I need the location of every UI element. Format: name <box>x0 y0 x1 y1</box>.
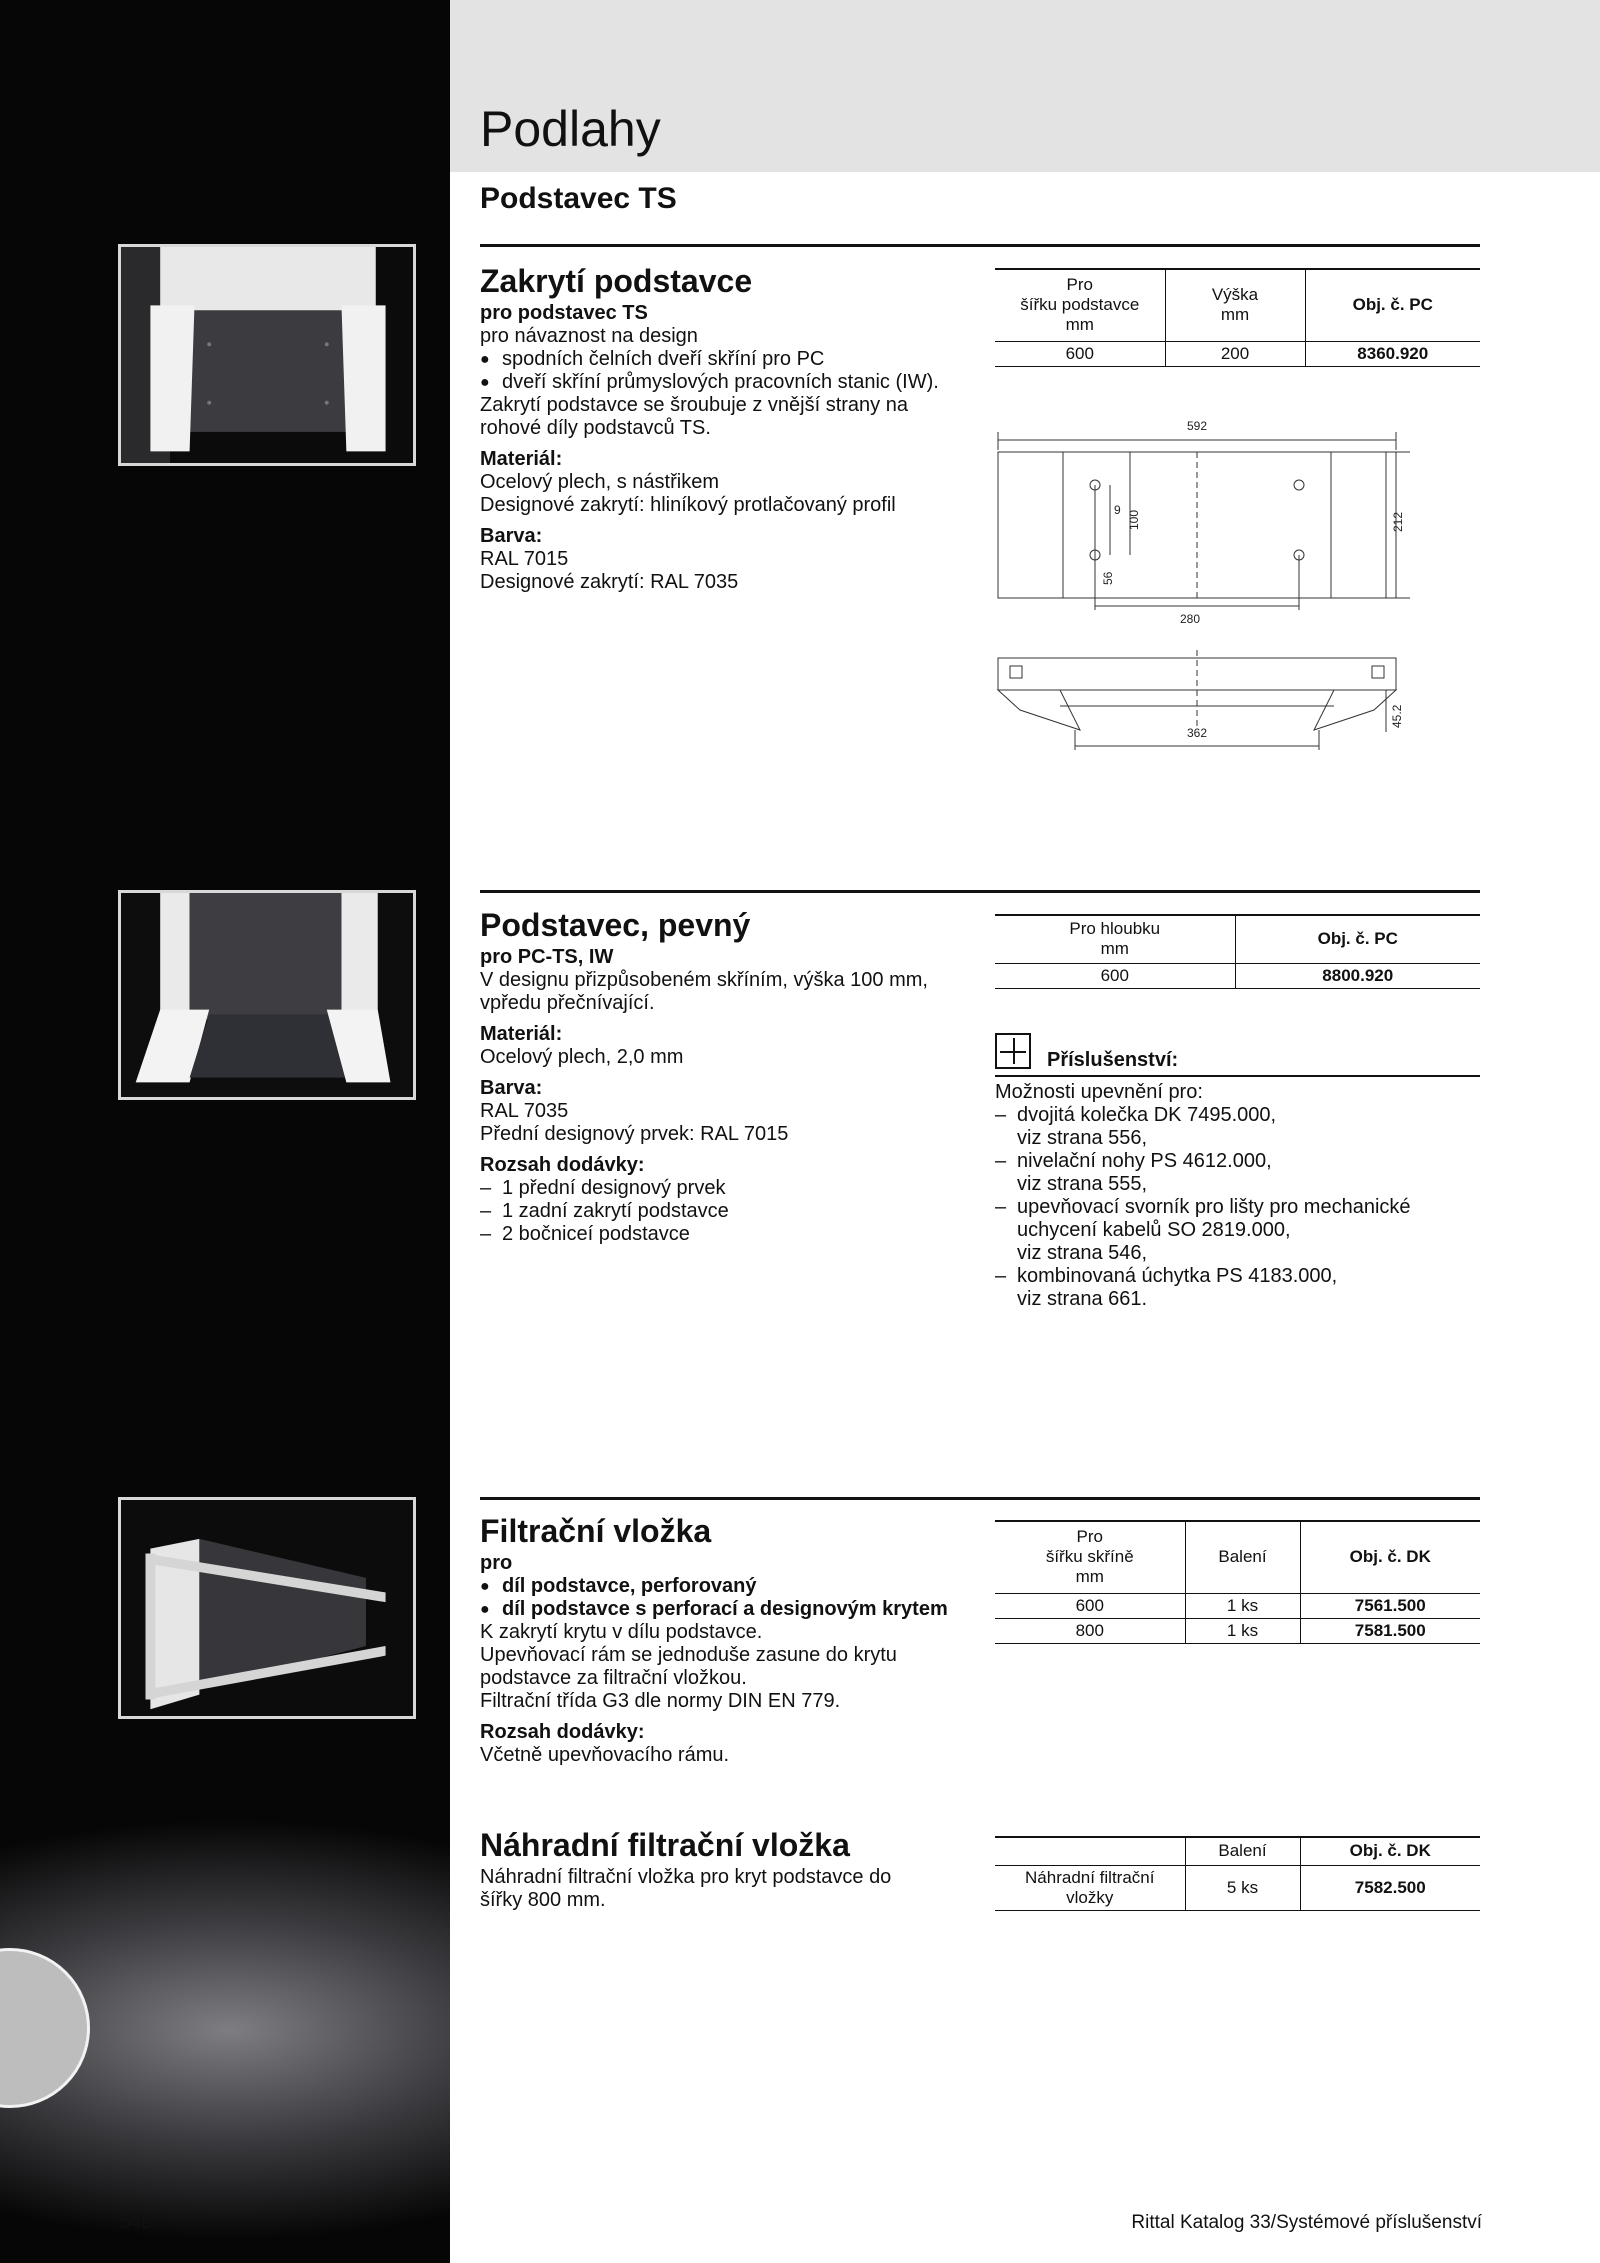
accessory-line: viz strana 556, <box>1017 1127 1148 1149</box>
dim-width: 592 <box>1187 419 1208 433</box>
scope-item: – 1 zadní zakrytí podstavce <box>480 1200 970 1223</box>
accessory-line: viz strana 661. <box>1017 1288 1148 1310</box>
product-line: V designu přizpůsobeném skříním, výška 100 mm, <box>480 969 928 991</box>
color-label: Barva: <box>480 1077 543 1099</box>
material-label: Materiál: <box>480 1023 563 1045</box>
accessory-item <box>995 1104 1480 1150</box>
dim-d3: 56 <box>1101 571 1115 585</box>
accessory-line: – upevňovací svorník pro lišty pro mechanické <box>1017 1196 1411 1218</box>
table-cell: 1 ks <box>1185 1618 1300 1643</box>
accessory-line: uchycení kabelů SO 2819.000, <box>1017 1219 1291 1241</box>
footer-catalog: Rittal Katalog 33/Systémové příslušenství <box>1131 2212 1482 2233</box>
product-line: Upevňovací rám se jednoduše zasune do krytu <box>480 1644 897 1666</box>
accessory-item <box>995 1196 1480 1265</box>
table-header: Pro šířku skříně mm <box>995 1521 1185 1593</box>
product-title: Zakrytí podstavce <box>480 263 753 299</box>
table-header: Obj. č. DK <box>1300 1521 1480 1593</box>
accessories-title: Příslušenství: <box>1047 1049 1179 1071</box>
table-cell: 600 <box>995 341 1165 366</box>
scope-item: – 2 bočnicеí podstavce <box>480 1223 970 1246</box>
spec-table-3 <box>995 1520 1480 1644</box>
accessory-line: viz strana 555, <box>1017 1173 1148 1195</box>
product-line: vpředu přečnívající. <box>480 992 655 1014</box>
table-cell: 7582.500 <box>1300 1865 1480 1910</box>
table-cell: 200 <box>1165 341 1305 366</box>
product-zakryti-podstavce <box>480 262 970 594</box>
color-line: RAL 7015 <box>480 548 569 570</box>
product-subtitle: pro PC-TS, IW <box>480 946 614 968</box>
accessory-line: – kombinovaná úchytka PS 4183.000, <box>1017 1265 1338 1287</box>
table-cell: 1 ks <box>1185 1593 1300 1618</box>
product-line: podstavce za filtrační vložkou. <box>480 1667 747 1689</box>
color-label: Barva: <box>480 525 543 547</box>
product-podstavec-pevny <box>480 906 970 1246</box>
table-cell: 600 <box>995 963 1235 988</box>
plus-icon <box>995 1033 1031 1069</box>
accessory-line: viz strana 546, <box>1017 1242 1148 1264</box>
dim-inner: 280 <box>1180 612 1201 626</box>
spec-table-1 <box>995 268 1480 367</box>
table-header: Balení <box>1185 1521 1300 1593</box>
scope-label: Rozsah dodávky: <box>480 1721 645 1743</box>
product-line: Filtrační třída G3 dle normy DIN EN 779. <box>480 1690 841 1712</box>
table-cell: 8800.920 <box>1235 963 1480 988</box>
bullet-item: ● dveří skříní průmyslových pracovních stanic (IW). <box>480 371 970 394</box>
material-line: Ocelový plech, 2,0 mm <box>480 1046 684 1068</box>
scope-label: Rozsah dodávky: <box>480 1154 645 1176</box>
table-cell: 7561.500 <box>1300 1593 1480 1618</box>
page-title: Podlahy <box>480 101 661 157</box>
bullet-item: ● díl podstavce s perforací a designovým krytem <box>480 1598 980 1621</box>
spec-table-2 <box>995 914 1480 989</box>
section-rule <box>480 1497 1480 1500</box>
table-header: Pro hloubku mm <box>995 915 1235 963</box>
product-subtitle: pro <box>480 1552 513 1574</box>
color-line: RAL 7035 <box>480 1100 569 1122</box>
accessories-body <box>995 1081 1480 1311</box>
material-line: Ocelový plech, s nástřikem <box>480 471 719 493</box>
table-header <box>995 1837 1185 1865</box>
spec-table-4 <box>995 1836 1480 1911</box>
page-number: 548 <box>120 2212 152 2233</box>
table-header: Pro šířku podstavce mm <box>995 269 1165 341</box>
material-label: Materiál: <box>480 448 563 470</box>
bullet-item: ● spodních čelních dveří skříní pro PC <box>480 348 970 371</box>
product-nahradni-filtracni-vlozka <box>480 1826 970 1912</box>
accessories-intro: Možnosti upevnění pro: <box>995 1081 1203 1103</box>
product-title: Náhradní filtrační vložka <box>480 1827 850 1863</box>
table-cell: 5 ks <box>1185 1865 1300 1910</box>
dim-side: 45.2 <box>1390 704 1404 728</box>
dim-height: 212 <box>1391 511 1405 532</box>
table-cell: 8360.920 <box>1305 341 1480 366</box>
product-filtracni-vlozka <box>480 1512 980 1767</box>
scope-item: – 1 přední designový prvek <box>480 1177 970 1200</box>
section-title: Podstavec TS <box>480 182 677 215</box>
technical-drawing <box>990 410 1410 750</box>
product-line: rohové díly podstavců TS. <box>480 417 711 439</box>
section-rule <box>480 244 1480 247</box>
table-header: Obj. č. PC <box>1305 269 1480 341</box>
product-photo-fixed-base <box>118 890 416 1100</box>
table-header: Obj. č. PC <box>1235 915 1480 963</box>
dim-d2: 100 <box>1127 509 1141 530</box>
product-subtitle: pro podstavec TS <box>480 302 648 324</box>
table-header: Výška mm <box>1165 269 1305 341</box>
table-cell: 800 <box>995 1618 1185 1643</box>
accessory-line: – nivelační nohy PS 4612.000, <box>1017 1150 1272 1172</box>
dim-d1: 9 <box>1114 503 1121 517</box>
table-header: Obj. č. DK <box>1300 1837 1480 1865</box>
table-cell: 7581.500 <box>1300 1618 1480 1643</box>
color-line: Designové zakrytí: RAL 7035 <box>480 571 739 593</box>
table-header: Balení <box>1185 1837 1300 1865</box>
scope-line: Včetně upevňovacího rámu. <box>480 1744 730 1766</box>
material-line: Designové zakrytí: hliníkový protlačovaný profil <box>480 494 896 516</box>
accessories-box <box>995 1033 1480 1311</box>
product-line: Zakrytí podstavce se šroubuje z vnější strany na <box>480 394 908 416</box>
accessory-line: – dvojitá kolečka DK 7495.000, <box>1017 1104 1277 1126</box>
product-line: šířky 800 mm. <box>480 1889 606 1911</box>
accessory-item <box>995 1150 1480 1196</box>
product-photo-filter <box>118 1497 416 1719</box>
bullet-item: ● díl podstavce, perforovaný <box>480 1575 980 1598</box>
section-rule <box>480 890 1480 893</box>
dim-bottom: 362 <box>1187 726 1208 740</box>
accessory-item <box>995 1265 1480 1311</box>
product-line: Náhradní filtrační vložka pro kryt podstavce do <box>480 1866 892 1888</box>
accessories-header <box>995 1033 1480 1077</box>
table-cell: 600 <box>995 1593 1185 1618</box>
product-line: pro návaznost na design <box>480 325 698 347</box>
table-cell: Náhradní filtrační vložky <box>995 1865 1185 1910</box>
color-line: Přední designový prvek: RAL 7015 <box>480 1123 789 1145</box>
product-line: K zakrytí krytu v dílu podstavce. <box>480 1621 763 1643</box>
product-title: Podstavec, pevný <box>480 907 751 943</box>
product-title: Filtrační vložka <box>480 1513 712 1549</box>
product-photo-base-cover <box>118 244 416 466</box>
